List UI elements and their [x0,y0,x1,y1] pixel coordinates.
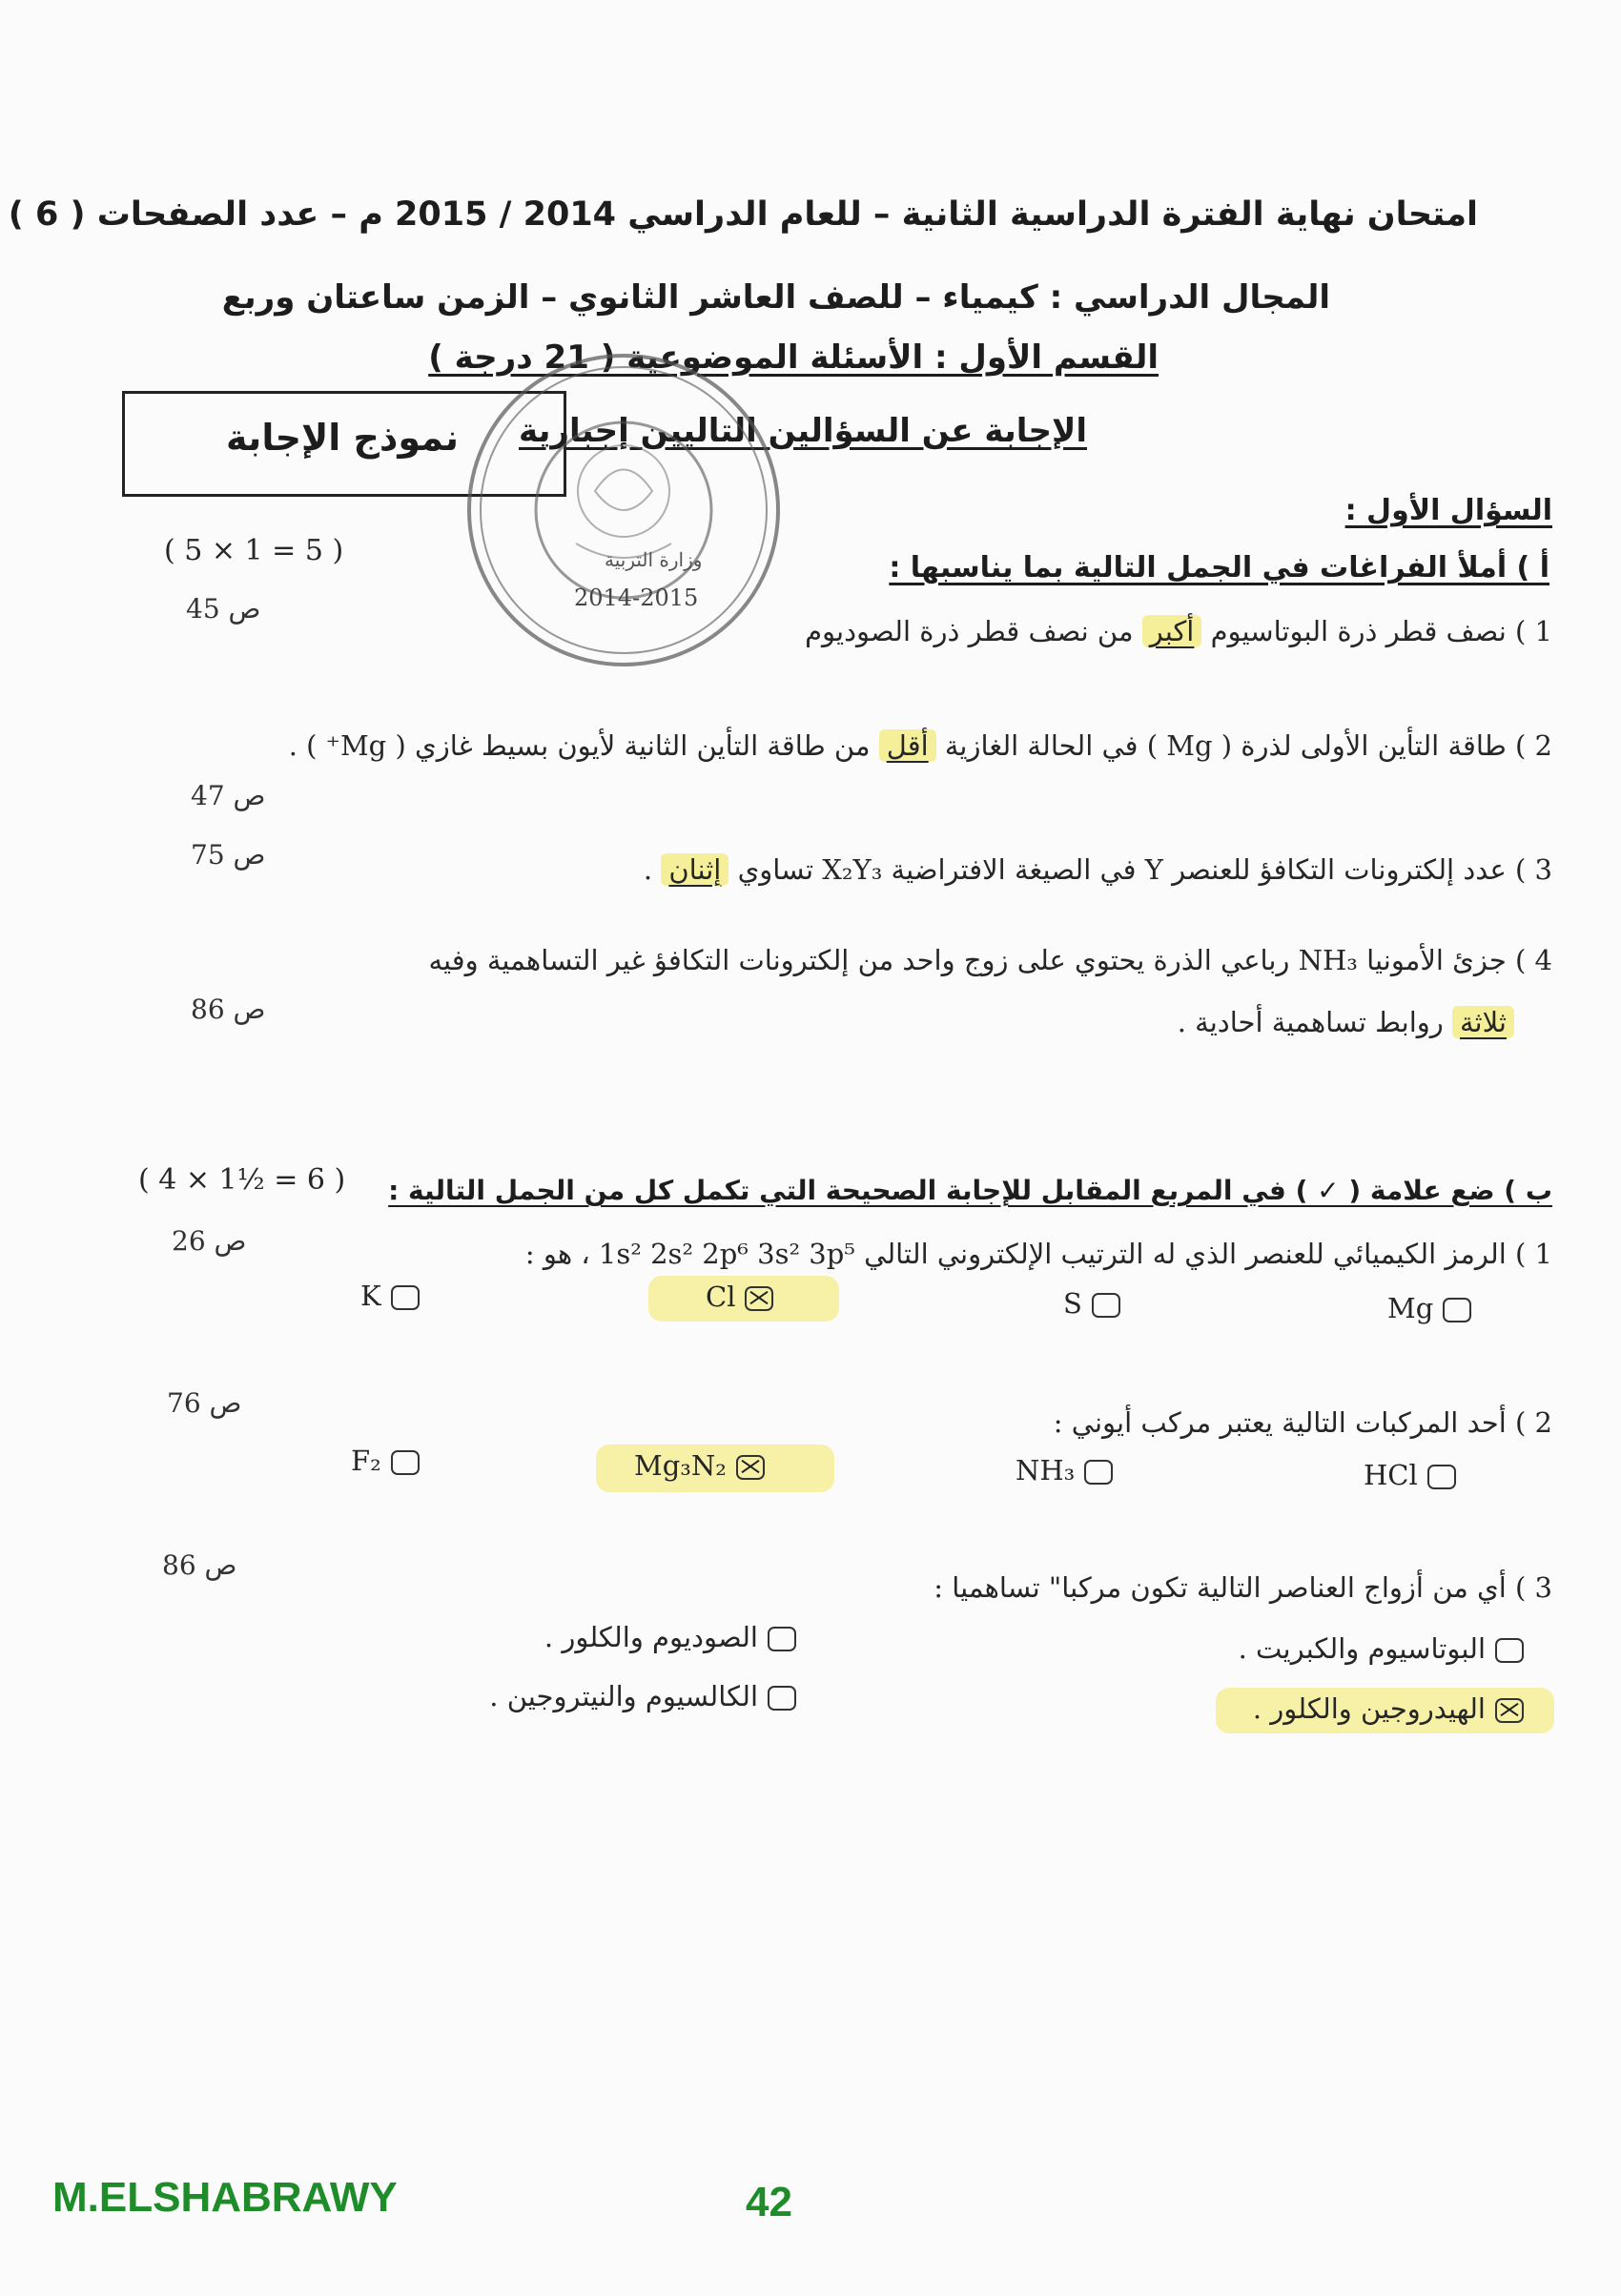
option-label: الكالسيوم والنيتروجين . [489,1680,758,1712]
ministry-stamp [462,348,786,672]
item-number: 2 ) [1515,729,1552,762]
checkbox-icon[interactable] [768,1627,796,1651]
stamp-year: 2014-2015 [574,584,699,611]
fill-item-4-line2 [1178,1006,1514,1038]
item-text-before: جزئ الأمونيا NH₃ رباعي الذرة يحتوي على زوج واحد من إلكترونات التكافؤ غير التساهمية وفيه [428,944,1507,976]
checkbox-icon[interactable] [1427,1465,1456,1489]
page-ref: ص 75 [191,839,266,871]
footer-author: M.ELSHABRAWY [52,2174,398,2221]
checkbox-icon[interactable] [1495,1638,1524,1663]
option-h-cl[interactable] [1253,1692,1533,1725]
checkbox-icon[interactable] [391,1450,420,1475]
option-k[interactable] [360,1280,429,1312]
option-label: S [1063,1287,1082,1320]
part-a-score: ( 5 × 1 = 5 ) [164,534,344,567]
page-ref: ص 47 [191,780,266,811]
option-ca-n[interactable] [489,1680,806,1712]
checkbox-icon[interactable] [768,1686,796,1711]
item-text-after: من نصف قطر ذرة الصوديوم [805,615,1134,647]
page-ref: ص 76 [167,1387,242,1419]
answer-highlight: ثلاثة [1452,1006,1514,1038]
option-label: NH₃ [1016,1454,1076,1486]
page-ref: ص 86 [162,1549,237,1581]
item-number: 3 ) [1515,1571,1552,1604]
part-b-title: ب ) ضع علامة ( ✓ ) في المربع المقابل للإجابة الصحيحة التي تكمل كل من الجمل التالية : [388,1175,1552,1206]
checked-box-icon[interactable] [1495,1698,1524,1723]
item-text-before: طاقة التأين الأولى لذرة ( Mg ) في الحالة الغازية [944,729,1507,762]
stamp-seal-icon [462,348,786,672]
checkbox-icon[interactable] [1084,1460,1113,1485]
checkbox-icon[interactable] [391,1285,420,1310]
option-label: HCl [1364,1459,1418,1491]
item-stem: أي من أزواج العناصر التالية تكون مركبا" تساهميا : [934,1571,1507,1604]
item-number: 1 ) [1515,1238,1552,1270]
q1-title: السؤال الأول : [1344,494,1552,527]
answer-highlight: أكبر [1142,615,1202,647]
item-number: 1 ) [1515,615,1552,647]
option-label: Cl [706,1281,736,1313]
fill-item-3 [644,853,1552,886]
choice-stem-1 [525,1238,1552,1270]
option-nh3[interactable] [1016,1454,1122,1486]
option-k-s[interactable] [1239,1632,1533,1665]
choice-stem-2 [1054,1406,1552,1439]
footer-page-number: 42 [746,2179,792,2225]
item-number: 2 ) [1515,1406,1552,1439]
answer-highlight: أقل [879,729,936,762]
page-ref: ص 45 [186,593,261,625]
option-label: Mg₃N₂ [634,1449,727,1482]
option-cl[interactable] [706,1281,783,1313]
option-label: البوتاسيوم والكبريت . [1238,1632,1486,1665]
choice-stem-3 [934,1571,1552,1604]
item-text-after: من طاقة التأين الثانية لأيون بسيط غازي ( Mg⁺ ) . [288,729,871,762]
part-b-score: ( 4 × 1½ = 6 ) [138,1163,346,1197]
option-na-cl[interactable] [544,1621,806,1653]
item-number: 3 ) [1515,853,1552,886]
option-label: F₂ [351,1445,381,1477]
section-title: القسم الأول : الأسئلة الموضوعية ( 21 درجة ) [428,338,1159,377]
checkbox-icon[interactable] [1443,1298,1471,1322]
item-stem: أحد المركبات التالية يعتبر مركب أيوني : [1053,1406,1507,1439]
option-mg3n2[interactable] [634,1449,774,1482]
item-text-before: عدد إلكترونات التكافؤ للعنصر Y في الصيغة الافتراضية X₂Y₃ تساوي [737,853,1507,886]
fill-item-4-line1 [428,944,1552,976]
stamp-text: وزارة التربية [605,548,703,571]
option-label: الهيدروجين والكلور . [1252,1692,1486,1725]
exam-header-line1: امتحان نهاية الفترة الدراسية الثانية – للعام الدراسي 2014 / 2015 م – عدد الصفحات ( 6 ) [8,195,1478,234]
option-label: Mg [1387,1292,1434,1324]
answer-highlight: إثنان [661,853,728,886]
checkbox-icon[interactable] [1092,1293,1120,1318]
page-ref: ص 26 [172,1225,247,1257]
checked-box-icon[interactable] [736,1455,765,1480]
instructions: الإجابة عن السؤالين التاليين إجبارية [519,412,1087,450]
option-label: الصوديوم والكلور . [544,1621,758,1653]
option-f2[interactable] [351,1445,429,1477]
exam-header-line2: المجال الدراسي : كيمياء – للصف العاشر الثانوي – الزمن ساعتان وربع [221,278,1330,317]
page-ref: ص 86 [191,994,266,1025]
checked-box-icon[interactable] [745,1286,773,1311]
option-mg[interactable] [1387,1292,1481,1324]
part-a-title: أ ) أملأ الفراغات في الجمل التالية بما يناسبها : [889,551,1549,584]
fill-item-1 [805,615,1552,647]
fill-item-2 [289,729,1552,762]
item-text-before: نصف قطر ذرة البوتاسيوم [1210,615,1507,647]
option-label: K [360,1280,381,1312]
item-number: 4 ) [1515,944,1552,976]
option-hcl[interactable] [1364,1459,1466,1491]
item-text-after: روابط تساهمية أحادية . [1177,1006,1444,1038]
answer-model-label: نموذج الإجابة [226,417,459,459]
option-s[interactable] [1063,1287,1130,1320]
item-stem: الرمز الكيميائي للعنصر الذي له الترتيب الإلكتروني التالي 1s² 2s² 2p⁶ 3s² 3p⁵ ، هو : [524,1238,1507,1270]
item-text-after: . [643,853,653,886]
